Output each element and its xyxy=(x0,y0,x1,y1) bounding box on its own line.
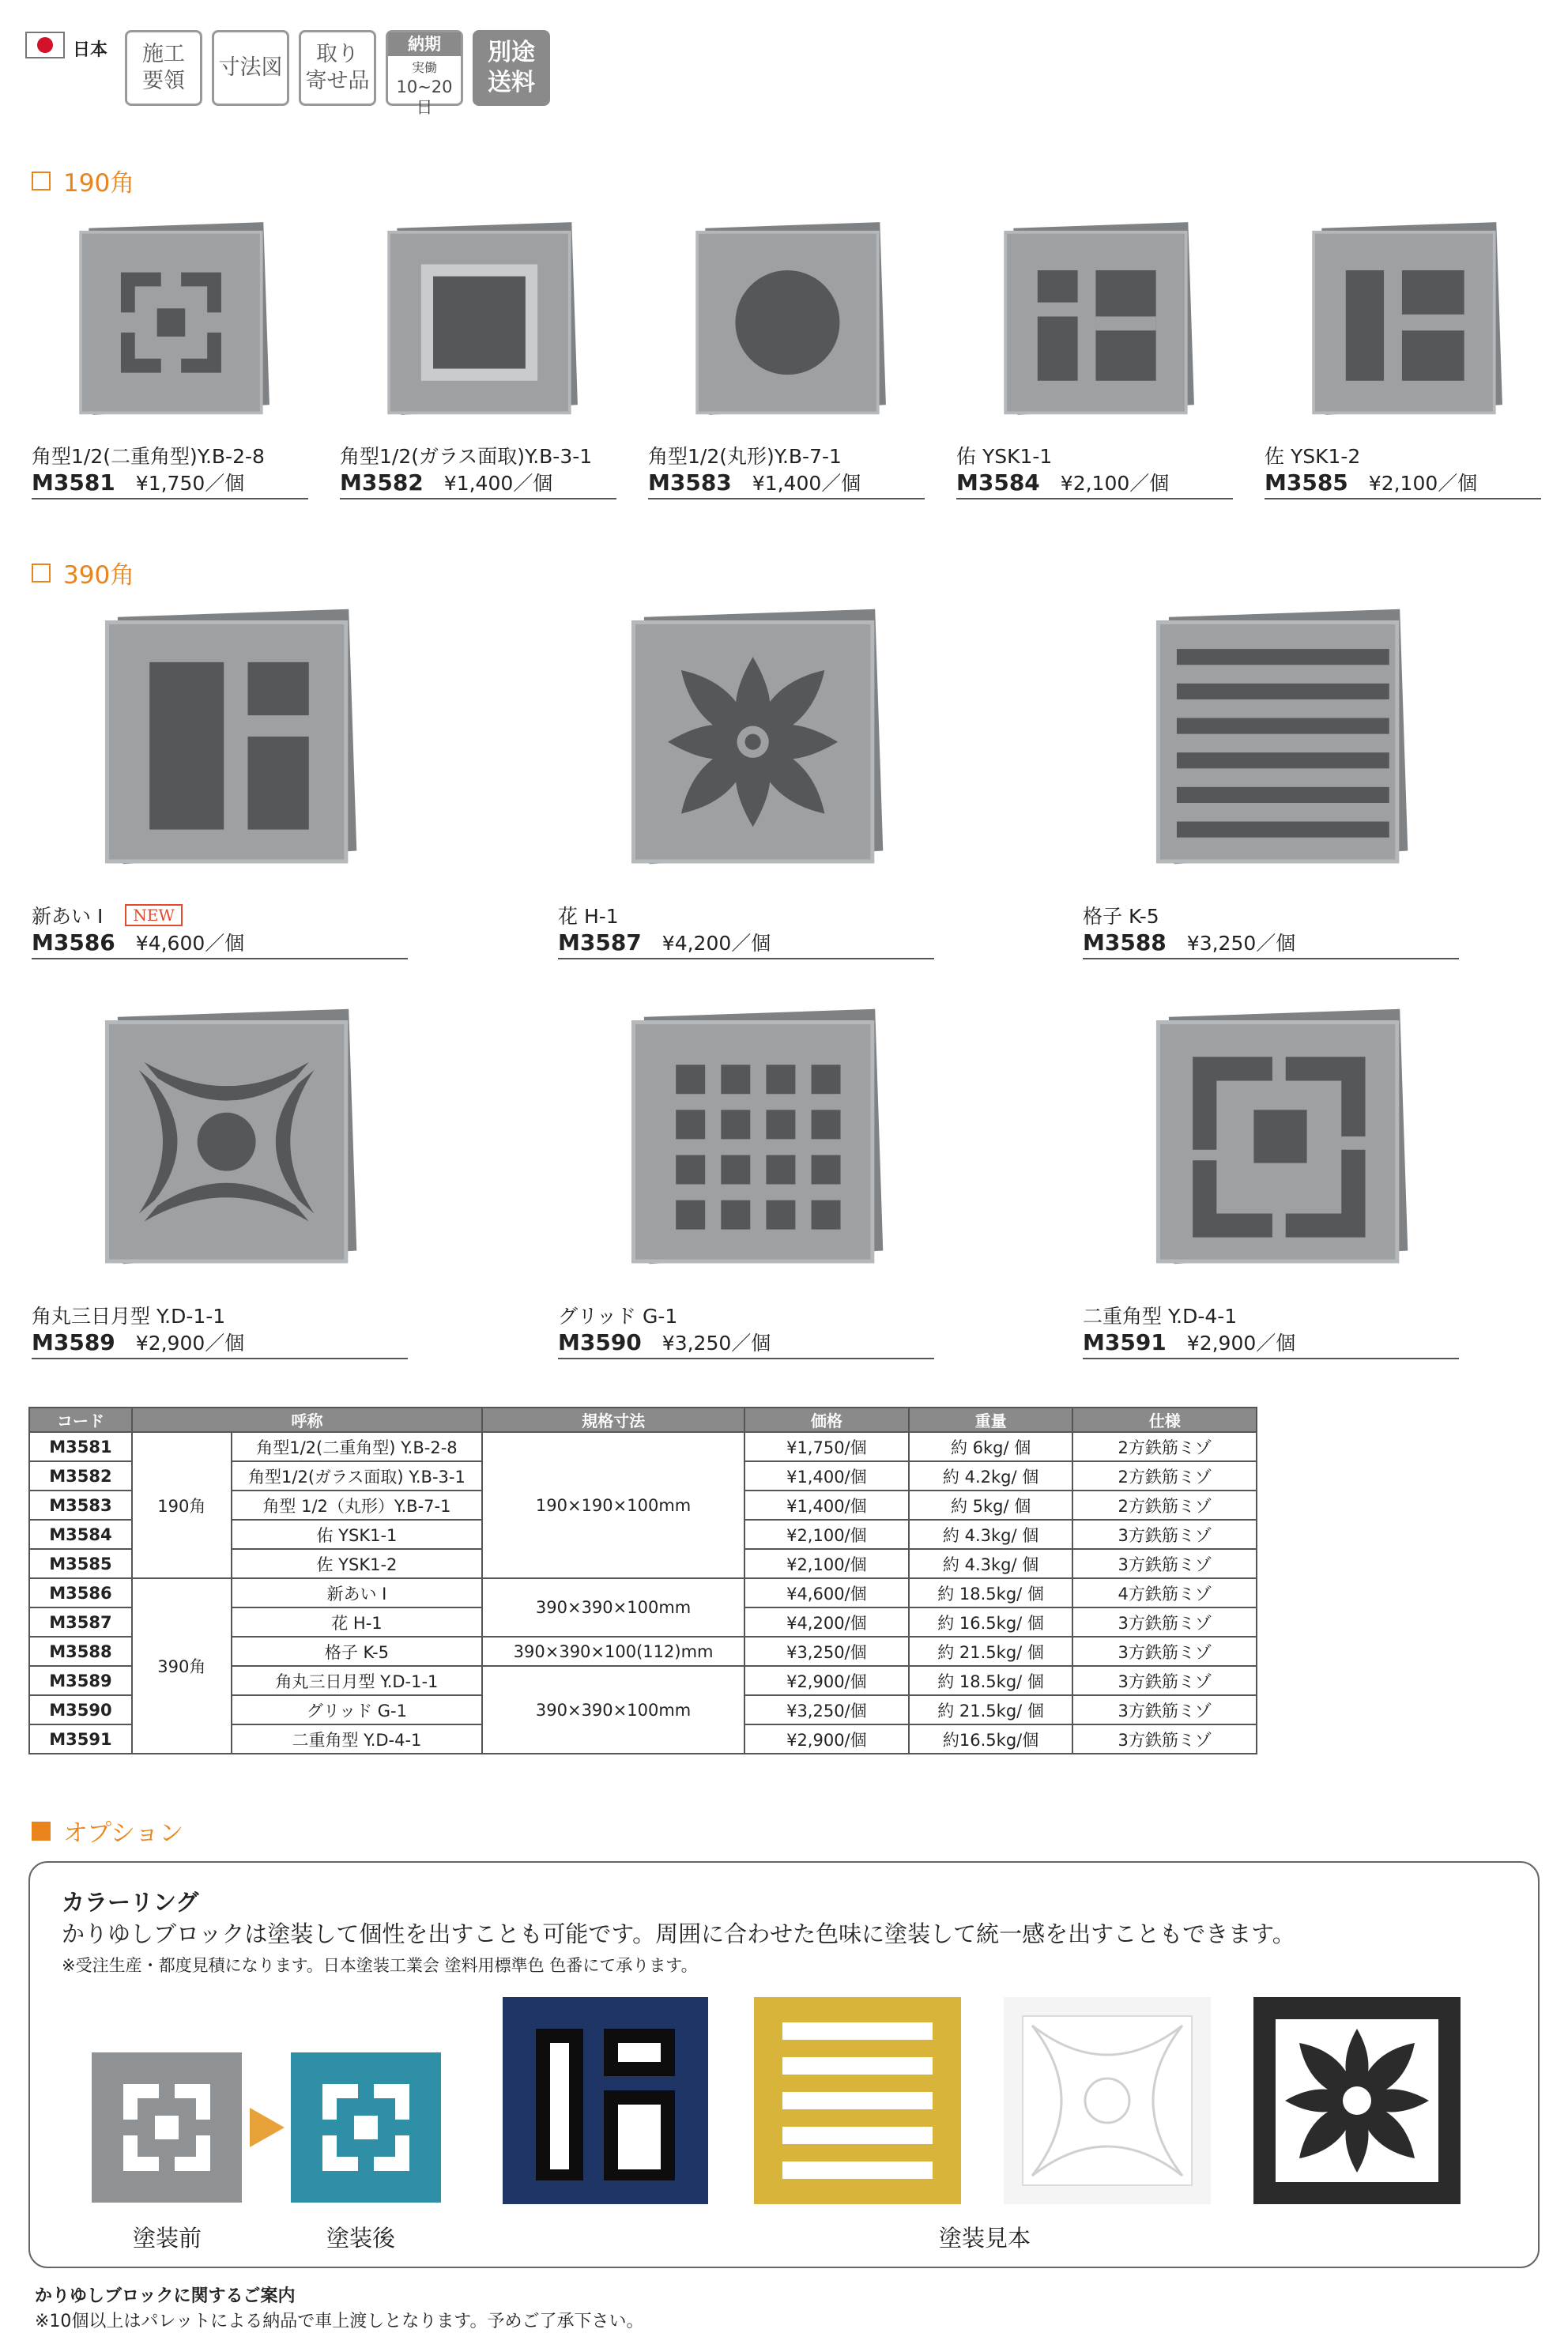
cell-price: ¥3,250/個 xyxy=(744,1695,909,1724)
product-block-image xyxy=(381,218,582,419)
cell-weight: 約16.5kg/個 xyxy=(909,1724,1073,1754)
cell-name: 角型1/2(二重角型) Y.B-2-8 xyxy=(232,1432,482,1461)
table-header-row xyxy=(29,1408,1257,1432)
product-name-text: 格子 K-5 xyxy=(1083,905,1159,928)
product-code-line xyxy=(1083,928,1295,956)
new-badge: NEW xyxy=(125,904,183,926)
product-code-line xyxy=(648,468,861,496)
product-card xyxy=(558,604,934,961)
cell-name: 二重角型 Y.D-4-1 xyxy=(232,1724,482,1754)
product-code-line xyxy=(32,468,244,496)
cell-name: 新あい Ⅰ xyxy=(232,1578,482,1607)
cell-name: 角型1/2(ガラス面取) Y.B-3-1 xyxy=(232,1461,482,1491)
product-card xyxy=(1083,1004,1459,1361)
construction-guide-badge[interactable]: 施工 要領 xyxy=(125,30,202,106)
product-name-text: 角型1/2(二重角型)Y.B-2-8 xyxy=(32,445,265,468)
product-block-image xyxy=(997,218,1198,419)
th-price: 価格 xyxy=(744,1408,909,1432)
cell-price: ¥2,900/個 xyxy=(744,1724,909,1754)
square-filled-icon xyxy=(32,1822,51,1841)
cell-weight: 約 21.5kg/ 個 xyxy=(909,1637,1073,1666)
product-price: ¥2,900／個 xyxy=(135,1332,245,1355)
cell-name: 佐 YSK1-2 xyxy=(232,1549,482,1578)
cell-name: グリッド G-1 xyxy=(232,1695,482,1724)
cell-code: M3590 xyxy=(29,1695,132,1724)
product-name-text: 佑 YSK1-1 xyxy=(956,445,1053,468)
cell-price: ¥2,100/個 xyxy=(744,1549,909,1578)
cell-name: 角型 1/2（丸形）Y.B-7-1 xyxy=(232,1491,482,1520)
cell-weight: 約 16.5kg/ 個 xyxy=(909,1607,1073,1637)
cell-spec: 2方鉄筋ミゾ xyxy=(1072,1461,1257,1491)
product-name xyxy=(558,1301,677,1329)
product-card xyxy=(32,1004,408,1361)
cell-price: ¥3,250/個 xyxy=(744,1637,909,1666)
product-block-image xyxy=(96,604,362,869)
product-block-image xyxy=(96,1004,362,1269)
product-name xyxy=(1083,901,1159,929)
japan-flag-icon xyxy=(25,32,65,58)
before-paint-block-image xyxy=(92,2052,242,2203)
square-outline-icon xyxy=(32,171,51,190)
product-card xyxy=(340,218,616,501)
section-390-heading xyxy=(32,555,134,590)
divider xyxy=(558,1358,934,1359)
cell-weight: 約 4.3kg/ 個 xyxy=(909,1520,1073,1549)
cell-code: M3586 xyxy=(29,1578,132,1607)
cell-price: ¥1,400/個 xyxy=(744,1461,909,1491)
product-code-line xyxy=(340,468,552,496)
white-sample-block-image xyxy=(1004,1997,1211,2204)
product-code: M3587 xyxy=(558,929,642,955)
th-name: 呼称 xyxy=(132,1408,482,1432)
divider xyxy=(1265,498,1541,499)
section-390-title: 390角 xyxy=(63,561,135,590)
dimension-drawing-badge[interactable]: 寸法図 xyxy=(212,30,289,106)
section-190-heading xyxy=(32,163,134,198)
product-price: ¥1,400／個 xyxy=(443,472,553,495)
cell-price: ¥4,200/個 xyxy=(744,1607,909,1637)
product-card xyxy=(648,218,925,501)
product-name xyxy=(32,441,265,469)
cell-code: M3591 xyxy=(29,1724,132,1754)
product-block-image xyxy=(73,218,273,419)
product-price: ¥3,250／個 xyxy=(662,1332,771,1355)
product-code-line xyxy=(1083,1328,1295,1356)
th-weight: 重量 xyxy=(909,1408,1073,1432)
product-name xyxy=(340,441,592,469)
product-name-text: 花 H-1 xyxy=(558,905,619,928)
product-card xyxy=(956,218,1233,501)
spec-table xyxy=(28,1407,1257,1754)
shipping-badge: 別途 送料 xyxy=(473,30,550,106)
cell-code: M3582 xyxy=(29,1461,132,1491)
product-code: M3584 xyxy=(956,469,1040,496)
product-block-image xyxy=(1306,218,1506,419)
cell-spec: 3方鉄筋ミゾ xyxy=(1072,1724,1257,1754)
delivery-badge xyxy=(386,30,463,117)
cell-spec: 3方鉄筋ミゾ xyxy=(1072,1520,1257,1549)
product-name-text: 角丸三日月型 Y.D-1-1 xyxy=(32,1305,226,1328)
cell-name: 佑 YSK1-1 xyxy=(232,1520,482,1549)
th-dims: 規格寸法 xyxy=(482,1408,744,1432)
product-price: ¥3,250／個 xyxy=(1186,932,1296,955)
product-code: M3590 xyxy=(558,1329,642,1355)
navy-sample-block-image xyxy=(503,1997,708,2204)
product-price: ¥2,100／個 xyxy=(1060,472,1170,495)
coloring-note: ※受注生産・都度見積になります。日本塗装工業会 塗料用標準色 色番にて承ります。 xyxy=(62,1956,698,1975)
cell-name: 格子 K-5 xyxy=(232,1637,482,1666)
product-code: M3582 xyxy=(340,469,424,496)
coloring-option-box xyxy=(28,1861,1540,2268)
product-code-line xyxy=(32,1328,244,1356)
divider xyxy=(648,498,925,499)
product-price: ¥2,100／個 xyxy=(1368,472,1478,495)
th-code: コード xyxy=(29,1408,132,1432)
product-price: ¥4,200／個 xyxy=(662,932,771,955)
cell-code: M3587 xyxy=(29,1607,132,1637)
cell-spec: 3方鉄筋ミゾ xyxy=(1072,1607,1257,1637)
cell-code: M3584 xyxy=(29,1520,132,1549)
product-price: ¥4,600／個 xyxy=(135,932,245,955)
delivery-sub: 実働 xyxy=(411,60,437,75)
cell-code: M3583 xyxy=(29,1491,132,1520)
cell-price: ¥4,600/個 xyxy=(744,1578,909,1607)
cell-weight: 約 4.2kg/ 個 xyxy=(909,1461,1073,1491)
product-name-text: 角型1/2(丸形)Y.B-7-1 xyxy=(648,445,842,468)
divider xyxy=(32,958,408,959)
footer-note: ※10個以上はパレットによる納品で車上渡しとなります。予めご了承下さい。 xyxy=(35,2312,644,2331)
product-code: M3588 xyxy=(1083,929,1167,955)
footer-title: かりゆしブロックに関するご案内 xyxy=(35,2286,296,2306)
sample-label: 塗装見本 xyxy=(939,2225,1031,2252)
cell-code: M3588 xyxy=(29,1637,132,1666)
cell-dims: 390×390×100mm xyxy=(482,1578,744,1637)
coloring-title: カラーリング xyxy=(62,1889,199,1916)
cell-weight: 約 21.5kg/ 個 xyxy=(909,1695,1073,1724)
cell-code: M3581 xyxy=(29,1432,132,1461)
product-code-line xyxy=(32,928,244,956)
cell-code: M3585 xyxy=(29,1549,132,1578)
product-name-text: 新あい Ⅰ xyxy=(32,905,104,928)
product-name xyxy=(32,1301,225,1329)
product-card xyxy=(1265,218,1541,501)
product-card xyxy=(32,604,408,961)
product-card xyxy=(1083,604,1459,961)
cell-group: 190角 xyxy=(132,1432,232,1578)
product-name-text: 佐 YSK1-2 xyxy=(1265,445,1361,468)
before-paint-label: 塗装前 xyxy=(133,2225,202,2252)
product-code-line xyxy=(558,1328,771,1356)
black-sample-block-image xyxy=(1253,1997,1461,2204)
product-code: M3589 xyxy=(32,1329,115,1355)
product-name xyxy=(558,901,619,929)
cell-price: ¥1,400/個 xyxy=(744,1491,909,1520)
product-code: M3581 xyxy=(32,469,115,496)
cell-spec: 3方鉄筋ミゾ xyxy=(1072,1695,1257,1724)
divider xyxy=(1083,958,1459,959)
product-code: M3583 xyxy=(648,469,732,496)
cell-spec: 2方鉄筋ミゾ xyxy=(1072,1491,1257,1520)
origin-label: 日本 xyxy=(73,40,108,60)
product-name-text: グリッド G-1 xyxy=(558,1305,678,1328)
cell-price: ¥2,900/個 xyxy=(744,1666,909,1695)
th-spec: 仕様 xyxy=(1072,1408,1257,1432)
cell-code: M3589 xyxy=(29,1666,132,1695)
product-price: ¥1,400／個 xyxy=(752,472,861,495)
product-code-line xyxy=(956,468,1169,496)
cell-spec: 3方鉄筋ミゾ xyxy=(1072,1637,1257,1666)
yellow-sample-block-image xyxy=(754,1997,961,2204)
cell-spec: 3方鉄筋ミゾ xyxy=(1072,1666,1257,1695)
product-block-image xyxy=(623,1004,888,1269)
cell-price: ¥1,750/個 xyxy=(744,1432,909,1461)
cell-dims: 390×390×100(112)mm xyxy=(482,1637,744,1666)
order-item-badge: 取り 寄せ品 xyxy=(299,30,376,106)
divider xyxy=(1083,1358,1459,1359)
product-name-text: 角型1/2(ガラス面取)Y.B-3-1 xyxy=(340,445,593,468)
product-code: M3591 xyxy=(1083,1329,1167,1355)
option-title: オプション xyxy=(63,1819,184,1848)
product-name xyxy=(32,901,183,929)
divider xyxy=(32,498,308,499)
arrow-right-icon xyxy=(250,2108,285,2147)
table-row xyxy=(29,1578,1257,1607)
product-block-image xyxy=(623,604,888,869)
cell-price: ¥2,100/個 xyxy=(744,1520,909,1549)
delivery-value: 10~20日 xyxy=(396,77,453,117)
square-outline-icon xyxy=(32,563,51,582)
option-heading xyxy=(32,1813,183,1849)
product-code-line xyxy=(1265,468,1477,496)
product-name xyxy=(1083,1301,1237,1329)
divider xyxy=(32,1358,408,1359)
cell-name: 角丸三日月型 Y.D-1-1 xyxy=(232,1666,482,1695)
product-card xyxy=(32,218,308,501)
coloring-description: かりゆしブロックは塗装して個性を出すことも可能です。周囲に合わせた色味に塗装して統一感を出すこともできます。 xyxy=(62,1920,1295,1947)
cell-weight: 約 5kg/ 個 xyxy=(909,1491,1073,1520)
delivery-head: 納期 xyxy=(388,32,461,56)
cell-weight: 約 4.3kg/ 個 xyxy=(909,1549,1073,1578)
after-paint-block-image xyxy=(291,2052,441,2203)
product-price: ¥2,900／個 xyxy=(1186,1332,1296,1355)
product-code-line xyxy=(558,928,771,956)
cell-weight: 約 6kg/ 個 xyxy=(909,1432,1073,1461)
product-card xyxy=(558,1004,934,1361)
product-name xyxy=(648,441,842,469)
section-190-title: 190角 xyxy=(63,169,135,198)
divider xyxy=(956,498,1233,499)
cell-weight: 約 18.5kg/ 個 xyxy=(909,1666,1073,1695)
cell-dims: 190×190×100mm xyxy=(482,1432,744,1578)
product-code: M3585 xyxy=(1265,469,1348,496)
cell-spec: 2方鉄筋ミゾ xyxy=(1072,1432,1257,1461)
cell-name: 花 H-1 xyxy=(232,1607,482,1637)
table-row xyxy=(29,1432,1257,1461)
product-block-image xyxy=(1148,1004,1413,1269)
product-name xyxy=(956,441,1052,469)
cell-spec: 4方鉄筋ミゾ xyxy=(1072,1578,1257,1607)
cell-group: 390角 xyxy=(132,1578,232,1754)
cell-weight: 約 18.5kg/ 個 xyxy=(909,1578,1073,1607)
product-name xyxy=(1265,441,1360,469)
product-name-text: 二重角型 Y.D-4-1 xyxy=(1083,1305,1238,1328)
product-block-image xyxy=(1148,604,1413,869)
after-paint-label: 塗装後 xyxy=(326,2225,396,2252)
product-block-image xyxy=(689,218,890,419)
divider xyxy=(340,498,616,499)
divider xyxy=(558,958,934,959)
cell-dims: 390×390×100mm xyxy=(482,1666,744,1754)
cell-spec: 3方鉄筋ミゾ xyxy=(1072,1549,1257,1578)
product-code: M3586 xyxy=(32,929,115,955)
product-price: ¥1,750／個 xyxy=(135,472,245,495)
